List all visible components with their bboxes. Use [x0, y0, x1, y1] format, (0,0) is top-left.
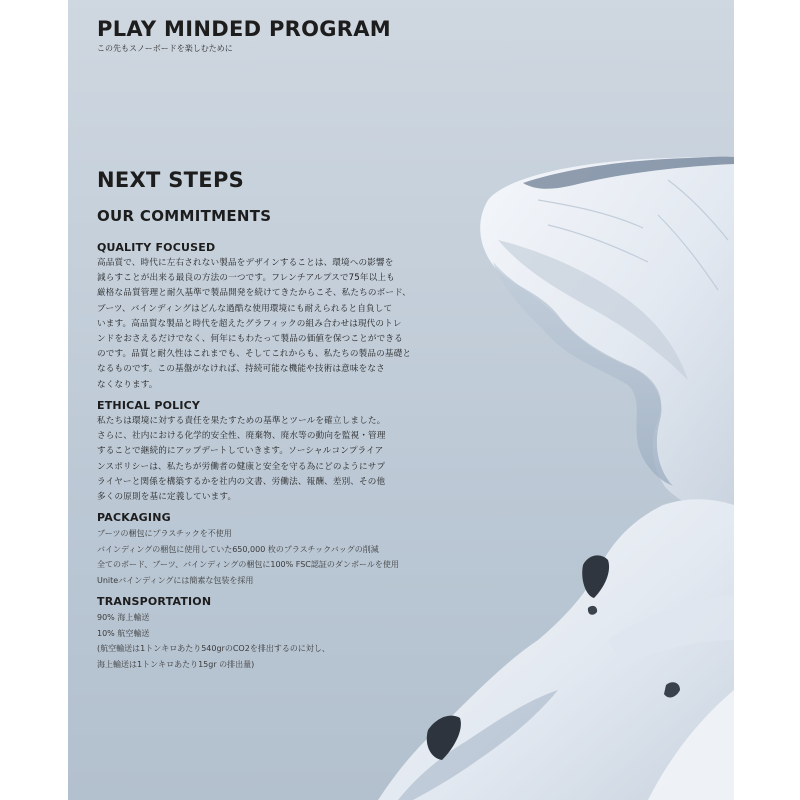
- commitments-heading: OUR COMMITMENTS: [97, 207, 272, 225]
- packaging-line: 全てのボード、ブーツ、バインディングの梱包に100% FSC認証のダンボールを使用: [97, 560, 399, 569]
- quality-line: なくなります。: [97, 379, 158, 390]
- snow-cornice: [480, 157, 734, 520]
- transportation-body: [97, 610, 417, 672]
- packaging-body: [97, 526, 417, 588]
- packaging-line: バインディングの梱包に使用していた650,000 枚のプラスチックバッグの削減: [97, 544, 379, 554]
- ethical-section: [97, 399, 417, 505]
- ethical-line: 私たちは環境に対する責任を果たすための基準とツールを確立しました。: [97, 416, 386, 426]
- quality-line: ンドをおさえるだけでなく、何年にもわたって製品の価値を保つことができる: [97, 334, 403, 345]
- transportation-line: 10% 航空輸送: [97, 628, 150, 638]
- packaging-heading: PACKAGING: [97, 511, 171, 524]
- transportation-heading: TRANSPORTATION: [97, 595, 212, 608]
- quality-body: [97, 256, 417, 393]
- packaging-line: ブーツの梱包にプラスチックを不使用: [97, 529, 232, 538]
- quality-line: ブーツ、バインディングはどんな過酷な使用環境にも耐えられると自負して: [97, 303, 393, 314]
- page-title: PLAY MINDED PROGRAM: [97, 17, 392, 41]
- ethical-line: することで継続的にアップデートしていきます。ソーシャルコンプライア: [97, 446, 384, 457]
- next-steps-heading: NEXT STEPS: [97, 168, 245, 192]
- page-subtitle: この先もスノーボードを楽しむために: [97, 44, 233, 53]
- quality-line: 減らすことが出来る最良の方法の一つです。フレンチアルプスで75年以上も: [97, 273, 395, 284]
- packaging-line: Uniteバインディングには簡素な包装を採用: [97, 575, 254, 585]
- ethical-line: ライヤーと関係を構築するかを社内の文書、労働法、報酬、差別、その他: [97, 476, 386, 487]
- transportation-line: (航空輸送は1トンキロあたり540grのCO2を排出するのに対し、: [97, 644, 330, 653]
- ethical-line: 多くの原則を基に定義しています。: [97, 492, 237, 503]
- quality-section: [97, 241, 417, 393]
- quality-line: います。高品質な製品と時代を超えたグラフィックの組み合わせは現代のトレ: [97, 318, 402, 329]
- quality-line: なるものです。この基盤がなければ、持続可能な機能や技術は意味をなさ: [97, 364, 385, 375]
- transportation-line: 90% 海上輸送: [97, 613, 150, 622]
- ethical-body: [97, 414, 417, 505]
- ethical-line: さらに、社内における化学的安全性、廃棄物、廃水等の動向を監視・管理: [97, 431, 386, 442]
- quality-line: のです。品質と耐久性はこれまでも、そしてこれからも、私たちの製品の基礎と: [97, 349, 412, 360]
- magazine-page: [68, 0, 734, 800]
- quality-line: 高品質で、時代に左右されない製品をデザインすることは、環境への影響を: [97, 258, 394, 268]
- ethical-heading: ETHICAL POLICY: [97, 399, 201, 412]
- ethical-line: ンスポリシーは、私たちが労働者の健康と安全を守る為にどのようにサプ: [97, 461, 386, 472]
- transportation-section: [97, 595, 417, 672]
- packaging-section: [97, 511, 417, 588]
- transportation-line: 海上輸送は1トンキロあたり15gr の排出量): [97, 659, 255, 669]
- quality-line: 厳格な品質管理と耐久基準で製品開発を続けてきたからこそ、私たちのボード、: [97, 288, 411, 299]
- quality-heading: QUALITY FOCUSED: [97, 241, 216, 254]
